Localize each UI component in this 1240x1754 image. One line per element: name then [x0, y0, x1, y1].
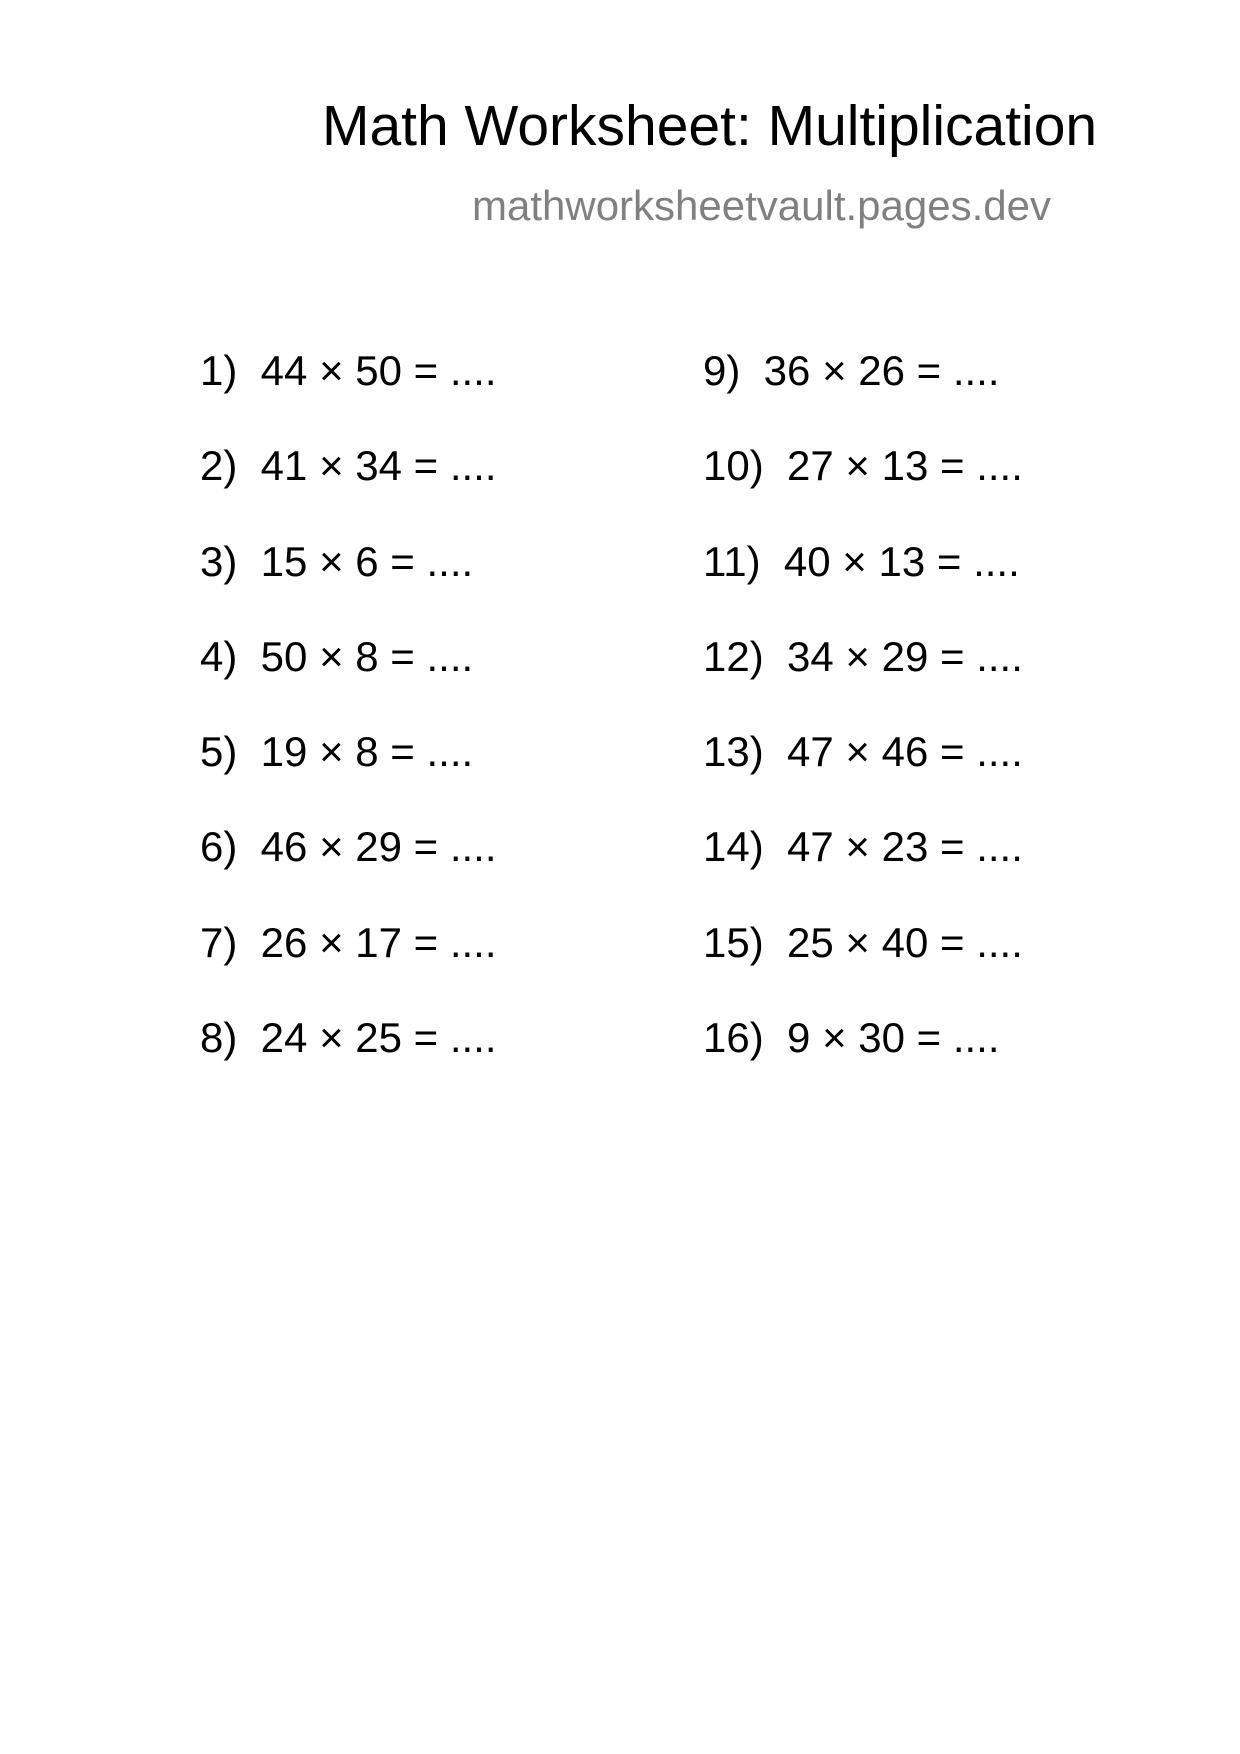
problem-item: 2) 41 × 34 = .... — [200, 442, 497, 490]
problem-item: 8) 24 × 25 = .... — [200, 1014, 497, 1062]
source-url: mathworksheetvault.pages.dev — [472, 182, 1051, 229]
problem-item: 15) 25 × 40 = .... — [703, 918, 1023, 966]
problem-item: 9) 36 × 26 = .... — [703, 347, 1000, 394]
problem-item: 16) 9 × 30 = .... — [703, 1014, 1000, 1062]
problem-item: 11) 40 × 13 = .... — [703, 537, 1020, 585]
problem-item: 13) 47 × 46 = .... — [703, 728, 1023, 776]
problem-item: 1) 44 × 50 = .... — [200, 347, 497, 394]
problem-item: 10) 27 × 13 = .... — [703, 442, 1023, 490]
problem-item: 4) 50 × 8 = .... — [200, 632, 474, 680]
problem-item: 5) 19 × 8 = .... — [200, 728, 474, 776]
problem-item: 14) 47 × 23 = .... — [703, 823, 1023, 871]
page-title: Math Worksheet: Multiplication — [322, 94, 1098, 158]
problem-item: 3) 15 × 6 = .... — [200, 537, 474, 585]
problem-column-right — [703, 347, 1023, 1112]
problem-item: 7) 26 × 17 = .... — [200, 918, 497, 966]
problem-column-left — [200, 347, 497, 1112]
problem-item: 12) 34 × 29 = .... — [703, 632, 1023, 680]
problem-item: 6) 46 × 29 = .... — [200, 823, 497, 871]
